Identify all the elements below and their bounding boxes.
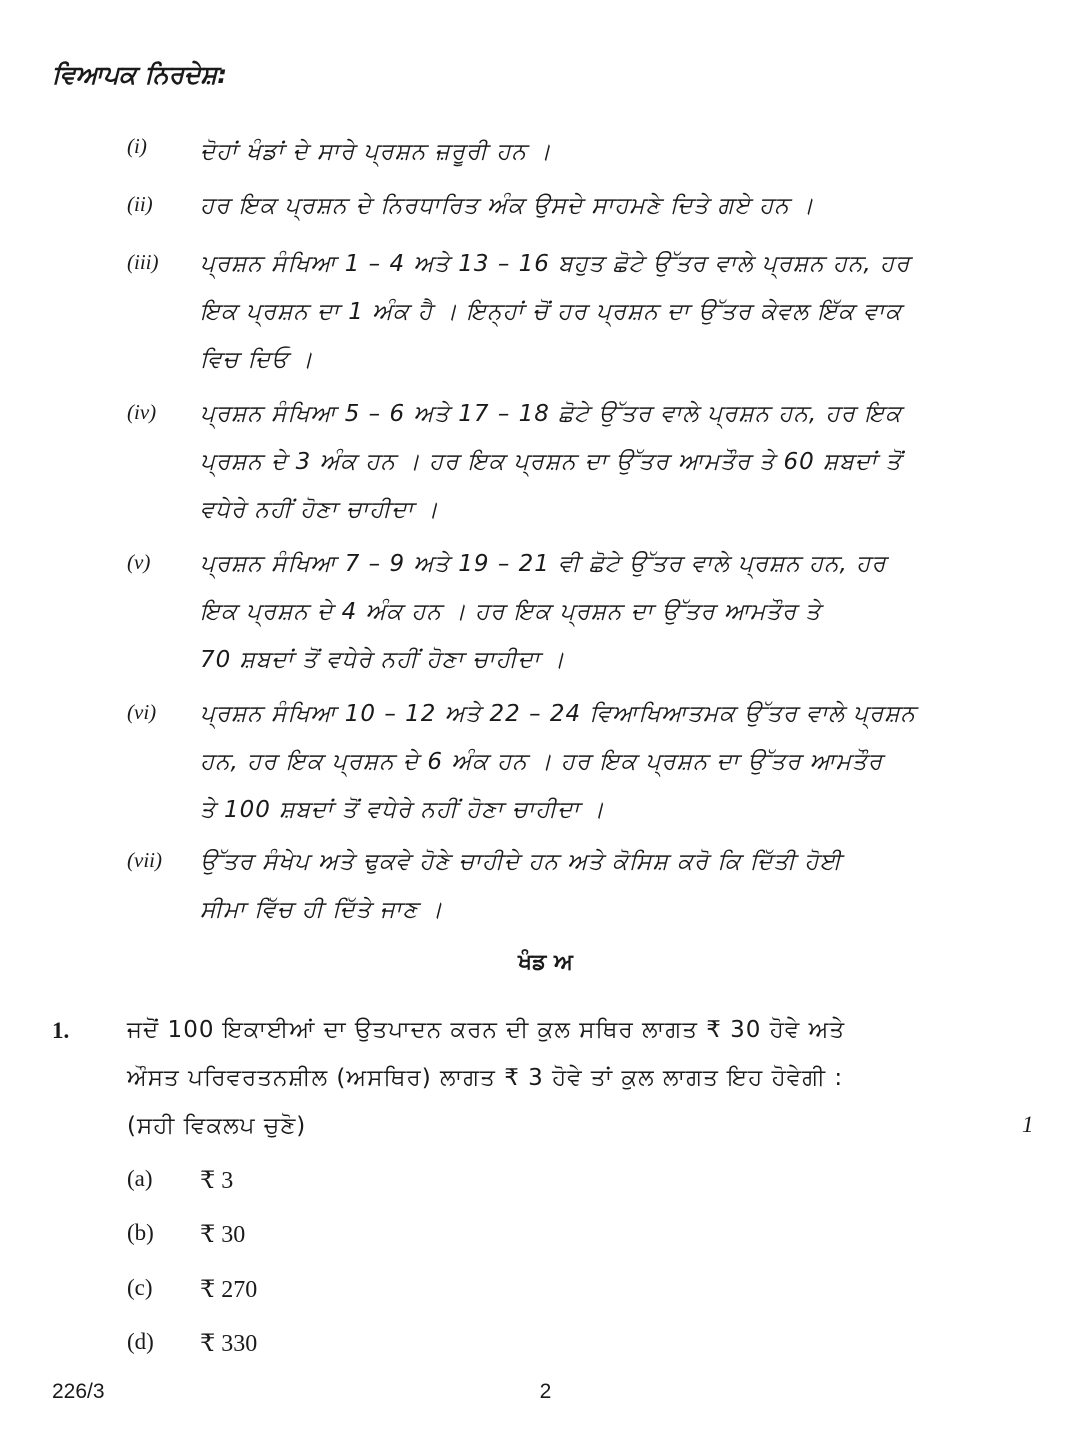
instruction-line: ਪ੍ਰਸ਼ਨ ਸੰਖਿਆ 10 – 12 ਅਤੇ 22 – 24 ਵਿਆਖਿਆਤਮਕ ਉੱਤਰ ਵਾਲੇ ਪ੍ਰਸ਼ਨ [200, 701, 916, 727]
option-label: (a) [127, 1166, 153, 1191]
instruction-line: ਸੀਮਾ ਵਿੱਚ ਹੀ ਦਿੱਤੇ ਜਾਣ । [200, 897, 444, 923]
instruction-number: (iv) [127, 400, 157, 424]
instruction-line: ਇਕ ਪ੍ਰਸ਼ਨ ਦਾ 1 ਅੰਕ ਹੈ । ਇਨ੍ਹਾਂ ਚੋਂ ਹਰ ਪ੍ਰਸ਼ਨ ਦਾ ਉੱਤਰ ਕੇਵਲ ਇੱਕ ਵਾਕ [200, 299, 902, 325]
option-label: (b) [127, 1220, 154, 1245]
instruction-number: (ii) [127, 192, 153, 216]
option-label: (c) [127, 1275, 153, 1300]
instruction-number: (iii) [127, 250, 159, 274]
instruction-line: ਤੇ 100 ਸ਼ਬਦਾਂ ਤੋਂ ਵਧੇਰੇ ਨਹੀਂ ਹੋਣਾ ਚਾਹੀਦਾ । [200, 797, 605, 823]
question-line: (ਸਹੀ ਵਿਕਲਪ ਚੁਣੋ) [127, 1113, 307, 1139]
instruction-line: ਵਿਚ ਦਿਓ । [200, 347, 314, 373]
instruction-line: 70 ਸ਼ਬਦਾਂ ਤੋਂ ਵਧੇਰੇ ਨਹੀਂ ਹੋਣਾ ਚਾਹੀਦਾ । [200, 647, 566, 673]
instruction-number: (vii) [127, 848, 162, 872]
instruction-line: ਹਰ ਇਕ ਪ੍ਰਸ਼ਨ ਦੇ ਨਿਰਧਾਰਿਤ ਅੰਕ ਉਸਦੇ ਸਾਹਮਣੇ ਦਿਤੇ ਗਏ ਹਨ । [200, 193, 815, 219]
instruction-line: ਪ੍ਰਸ਼ਨ ਦੇ 3 ਅੰਕ ਹਨ । ਹਰ ਇਕ ਪ੍ਰਸ਼ਨ ਦਾ ਉੱਤਰ ਆਮਤੌਰ ਤੇ 60 ਸ਼ਬਦਾਂ ਤੋਂ [200, 449, 902, 475]
answer-option [0, 1166, 1091, 1206]
option-value: ₹ 3 [200, 1168, 234, 1194]
instruction-line: ਪ੍ਰਸ਼ਨ ਸੰਖਿਆ 1 – 4 ਅਤੇ 13 – 16 ਬਹੁਤ ਛੋਟੇ ਉੱਤਰ ਵਾਲੇ ਪ੍ਰਸ਼ਨ ਹਨ, ਹਰ [200, 251, 911, 277]
instruction-line: ਪ੍ਰਸ਼ਨ ਸੰਖਿਆ 7 – 9 ਅਤੇ 19 – 21 ਵੀ ਛੋਟੇ ਉੱਤਰ ਵਾਲੇ ਪ੍ਰਸ਼ਨ ਹਨ, ਹਰ [200, 551, 887, 577]
answer-option [0, 1329, 1091, 1369]
instruction-text [200, 182, 985, 230]
instruction-text [200, 128, 985, 176]
instruction-text [200, 690, 985, 834]
instruction-text [200, 540, 985, 684]
page-number: 2 [539, 1380, 552, 1403]
instruction-line: ਉੱਤਰ ਸੰਖੇਪ ਅਤੇ ਢੁਕਵੇ ਹੋਣੇ ਚਾਹੀਦੇ ਹਨ ਅਤੇ ਕੋਸਿਸ਼ ਕਰੋ ਕਿ ਦਿੱਤੀ ਹੋਈ [200, 849, 842, 875]
instruction-number: (vi) [127, 700, 157, 724]
instruction-text [200, 390, 985, 534]
instruction-text [200, 838, 985, 934]
option-value: ₹ 270 [200, 1277, 258, 1303]
instruction-line: ਵਧੇਰੇ ਨਹੀਂ ਹੋਣਾ ਚਾਹੀਦਾ । [200, 497, 439, 523]
paper-code: 226/3 [52, 1380, 105, 1403]
section-title: ਖੰਡ ਅ [518, 950, 573, 975]
answer-option [0, 1275, 1091, 1315]
question-line: ਜਦੋਂ 100 ਇਕਾਈਆਂ ਦਾ ਉਤਪਾਦਨ ਕਰਨ ਦੀ ਕੁਲ ਸਥਿਰ ਲਾਗਤ ₹ 30 ਹੋਵੇ ਅਤੇ [127, 1017, 846, 1043]
option-label: (d) [127, 1329, 154, 1354]
instruction-line: ਹਨ, ਹਰ ਇਕ ਪ੍ਰਸ਼ਨ ਦੇ 6 ਅੰਕ ਹਨ । ਹਰ ਇਕ ਪ੍ਰਸ਼ਨ ਦਾ ਉੱਤਰ ਆਮਤੌਰ [200, 749, 883, 775]
instruction-number: (i) [127, 134, 147, 158]
option-value: ₹ 30 [200, 1222, 246, 1248]
question-text [127, 1006, 985, 1150]
question-line: ਔਸਤ ਪਰਿਵਰਤਨਸ਼ੀਲ (ਅਸਥਿਰ) ਲਾਗਤ ₹ 3 ਹੋਵੇ ਤਾਂ ਕੁਲ ਲਾਗਤ ਇਹ ਹੋਵੇਗੀ : [127, 1065, 844, 1091]
instruction-line: ਦੋਹਾਂ ਖੰਡਾਂ ਦੇ ਸਾਰੇ ਪ੍ਰਸ਼ਨ ਜ਼ਰੂਰੀ ਹਨ । [200, 139, 552, 165]
question-number: 1. [52, 1018, 70, 1043]
option-value: ₹ 330 [200, 1331, 258, 1357]
question-marks: 1 [1022, 1112, 1034, 1137]
instruction-line: ਇਕ ਪ੍ਰਸ਼ਨ ਦੇ 4 ਅੰਕ ਹਨ । ਹਰ ਇਕ ਪ੍ਰਸ਼ਨ ਦਾ ਉੱਤਰ ਆਮਤੌਰ ਤੇ [200, 599, 822, 625]
instructions-heading: ਵਿਆਪਕ ਨਿਰਦੇਸ਼: [52, 60, 228, 89]
answer-option [0, 1220, 1091, 1260]
instruction-text [200, 240, 985, 384]
instruction-number: (v) [127, 550, 151, 574]
instruction-line: ਪ੍ਰਸ਼ਨ ਸੰਖਿਆ 5 – 6 ਅਤੇ 17 – 18 ਛੋਟੇ ਉੱਤਰ ਵਾਲੇ ਪ੍ਰਸ਼ਨ ਹਨ, ਹਰ ਇਕ [200, 401, 902, 427]
